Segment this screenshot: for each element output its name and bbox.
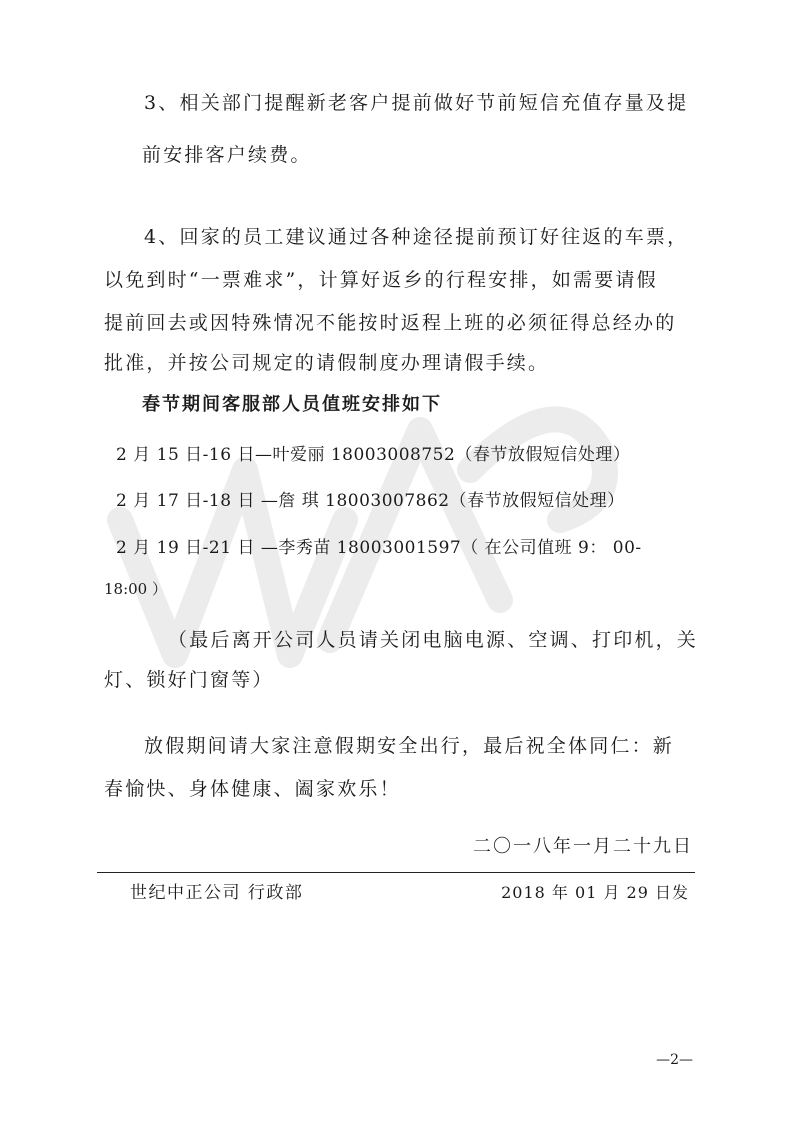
footer-divider xyxy=(97,872,695,873)
duty-row-3-continued: 18:00 ） xyxy=(104,580,167,598)
duty-heading: 春节期间客服部人员值班安排如下 xyxy=(142,394,442,415)
item3-line1: 3、相关部门提醒新老客户提前做好节前短信充值存量及提 xyxy=(144,92,689,114)
footer-issue-date: 2018 年 01 月 29 日发 xyxy=(501,883,689,902)
item4-line2: 以免到时“一票难求”，计算好返乡的行程安排，如需要请假 xyxy=(104,269,658,291)
note-line1: （最后离开公司人员请关闭电脑电源、空调、打印机，关 xyxy=(168,629,699,651)
duty-row-2: 2 月 17 日-18 日 —詹 琪 18003007862（春节放假短信处理） xyxy=(116,491,625,511)
closing-line2: 春愉快、身体健康、阖家欢乐！ xyxy=(104,778,401,800)
item4-line3: 提前回去或因特殊情况不能按时返程上班的必须征得总经办的 xyxy=(104,312,677,334)
page-number: —2— xyxy=(656,1052,693,1068)
item4-line4: 批准，并按公司规定的请假制度办理请假手续。 xyxy=(104,352,550,374)
note-line2: 灯、锁好门窗等） xyxy=(104,669,274,691)
duty-row-1: 2 月 15 日-16 日—叶爱丽 18003008752（春节放假短信处理） xyxy=(116,445,631,465)
item3-line2: 前安排客户续费。 xyxy=(142,144,312,166)
signature-date: 二〇一八年一月二十九日 xyxy=(473,836,693,857)
closing-line1: 放假期间请大家注意假期安全出行，最后祝全体同仁：新 xyxy=(144,735,675,757)
footer-organization: 世纪中正公司 行政部 xyxy=(130,883,304,903)
item4-line1: 4、回家的员工建议通过各种途径提前预订好往返的车票， xyxy=(144,226,689,248)
duty-row-3: 2 月 19 日-21 日 —李秀苗 18003001597（ 在公司值班 9： 00- xyxy=(116,538,642,558)
